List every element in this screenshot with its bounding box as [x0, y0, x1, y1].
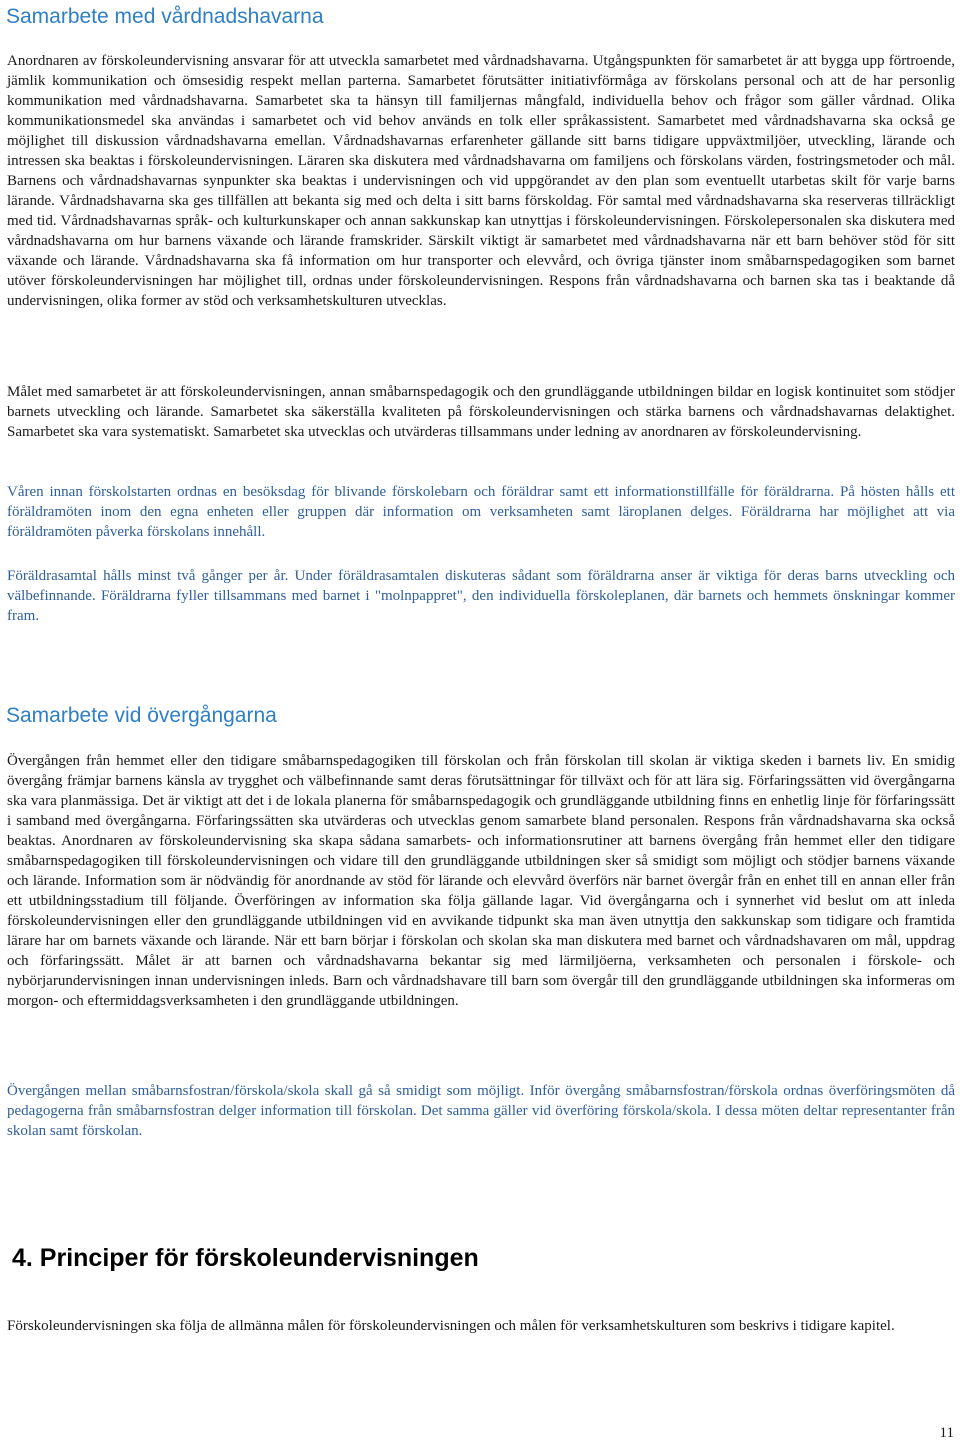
paragraph-guardians-intro: Anordnaren av förskoleundervisning ansvarar för att utveckla samarbetet med vårdnadshavarna. Utgångspunkten för samarbetet är att bygga upp förtroende, jämlik kommunikation och ömsesidig respekt mellan parterna. Samarbetet förutsätter initiativförmåga av förskolans personal och att de har personlig kommunikation med vårdnadshavarna. Samarbetet ska ta hänsyn till familjernas mångfald, individuella behov och frågor som gäller vårdnad. Olika kommunikationsmedel ska användas i samarbetet och vid behov används en tolk eller språkassistent. Samarbetet med vårdnadshavarna ska också ge möjlighet till diskussion vårdnadshavarna emellan. Vårdnadshavarnas erfarenheter gällande sitt barns tidigare uppväxtmiljöer, utveckling, lärande och intressen ska beaktas i förskoleundervisningen. Läraren ska diskutera med vårdnadshavarna om familjens och förskolans värden, fostringsmetoder och mål. Barnens och vårdnadshavarnas synpunkter ska beaktas i undervisningen och vid uppgörandet av den plan som eventuellt utarbetas skilt för varje barns lärande. Vårdnadshavarna ska ges tillfällen att bekanta sig med och delta i sitt barns förskoldag. För samtal med vårdnadshavarna ska reserveras tillräckligt med tid. Vårdnadshavarnas språk- och kulturkunskaper och annan sakkunskap kan utnyttjas i förskoleundervisningen. Förskolepersonalen ska diskutera med vårdnadshavarna om hur barnens växande och lärande framskrider. Särskilt viktigt är samarbetet med vårdnadshavarna när ett barn behöver stöd för sitt växande och lärande. Vårdnadshavarna ska få information om hur transporter och elevvård, och övriga tjänster inom småbarnspedagogiken som barnet utöver förskoleundervisningen har möjlighet till, ordnas under förskoleundervisningen. Respons från vårdnadshavarna och barnen ska tas i beaktande då undervisningen, olika former av stöd och verksamhetskulturen utvecklas. — [7, 53, 955, 309]
section-heading-transitions: Samarbete vid övergångarna — [6, 704, 277, 727]
page-number: 11 — [939, 1425, 954, 1441]
paragraph-local-visit-day: Våren innan förskolstarten ordnas en besöksdag för blivande förskolebarn och föräldrar samt ett informationstillfälle för föräldrarna. På hösten hålls ett föräldramöten inom den egna enheten eller gruppen där information om verksamheten samt läroplanen delges. Föräldrarna har möjlighet att via föräldramöten påverka förskolans innehåll. — [7, 484, 955, 540]
paragraph-local-transfer-meetings: Övergången mellan småbarnsfostran/förskola/skola skall gå så smidigt som möjligt. Inför övergång småbarnsfostran/förskola ordnas överföringsmöten då pedagogerna från småbarnsfostran delger information till förskolan. Det samma gäller vid överföring förskola/skola. I dessa möten deltar representanter från skolan samt förskolan. — [7, 1083, 955, 1139]
paragraph-transitions: Övergången från hemmet eller den tidigare småbarnspedagogiken till förskolan och från förskolan till skolan är viktiga skeden i barnets liv. En smidig övergång främjar barnens känsla av trygghet och välbefinnande samt deras förutsättningar för tillväxt och för att lära sig. Förfaringssätten vid övergångarna ska vara planmässiga. Det är viktigt att det i de lokala planerna för småbarnspedagogik och grundläggande utbildning finns en enhetlig linje för förfaringssätt i samband med övergångarna. Förfaringssätten ska utvärderas och utvecklas genom samarbete bland personalen. Respons från vårdnadshavarna ska också beaktas. Anordnaren av förskoleundervisning ska skapa sådana samarbets- och informationsrutiner att barnens övergång från hemmet eller den tidigare småbarnspedagogiken till förskoleundervisningen och vidare till den grundläggande utbildningen sker så smidigt som möjligt och stödjer barnens växande och lärande. Information som är nödvändig för anordnande av stöd för lärande och elevvård överförs när barnet övergår från en enhet till en annan eller från ett utbildningsstadium till följande. Överföringen av information ska följa gällande lagar. Vid övergångarna och i synnerhet vid beslut om att inleda förskoleundervisningen eller den grundläggande utbildningen vid en avvikande tidpunkt ska man även utnyttja den sakkunskap som tidigare och framtida lärare har om barnets växande och lärande. När ett barn börjar i förskolan och skolan ska man diskutera med barnet och vårdnadshavaren om mål, uppdrag och förfaringssätt. Målet är att barnen och vårdnadshavarna bekantar sig med lärmiljöerna, verksamheten och personalen i förskole- och nybörjarundervisningen innan undervisningen inleds. Barn och vårdnadshavare till barn som övergår till den grundläggande utbildningen ska informeras om morgon- och eftermiddagsverksamheten i den grundläggande utbildningen. — [7, 753, 955, 1009]
paragraph-cooperation-goal: Målet med samarbetet är att förskoleundervisningen, annan småbarnspedagogik och den grundläggande utbildningen bildar en logisk kontinuitet som stödjer barnets utveckling och lärande. Samarbetet ska säkerställa kvaliteten på förskoleundervisningen och stärka barnens och vårdnadshavarnas delaktighet. Samarbetet ska vara systematiskt. Samarbetet ska utvecklas och utvärderas tillsammans under ledning av anordnaren av förskoleundervisning. — [7, 384, 955, 440]
paragraph-principles: Förskoleundervisningen ska följa de allmänna målen för förskoleundervisningen och målen för verksamhetskulturen som beskrivs i tidigare kapitel. — [7, 1318, 895, 1334]
chapter-heading-principles: 4. Principer för förskoleundervisningen — [12, 1244, 479, 1272]
section-heading-guardians: Samarbete med vårdnadshavarna — [6, 5, 324, 28]
paragraph-local-parent-talks: Föräldrasamtal hålls minst två gånger per år. Under föräldrasamtalen diskuteras sådant som föräldrarna anser är viktiga för deras barns utveckling och välbefinnande. Föräldrarna fyller tillsammans med barnet i "molnpappret", den individuella förskoleplanen, där barnets och hemmets önskningar kommer fram. — [7, 568, 955, 624]
